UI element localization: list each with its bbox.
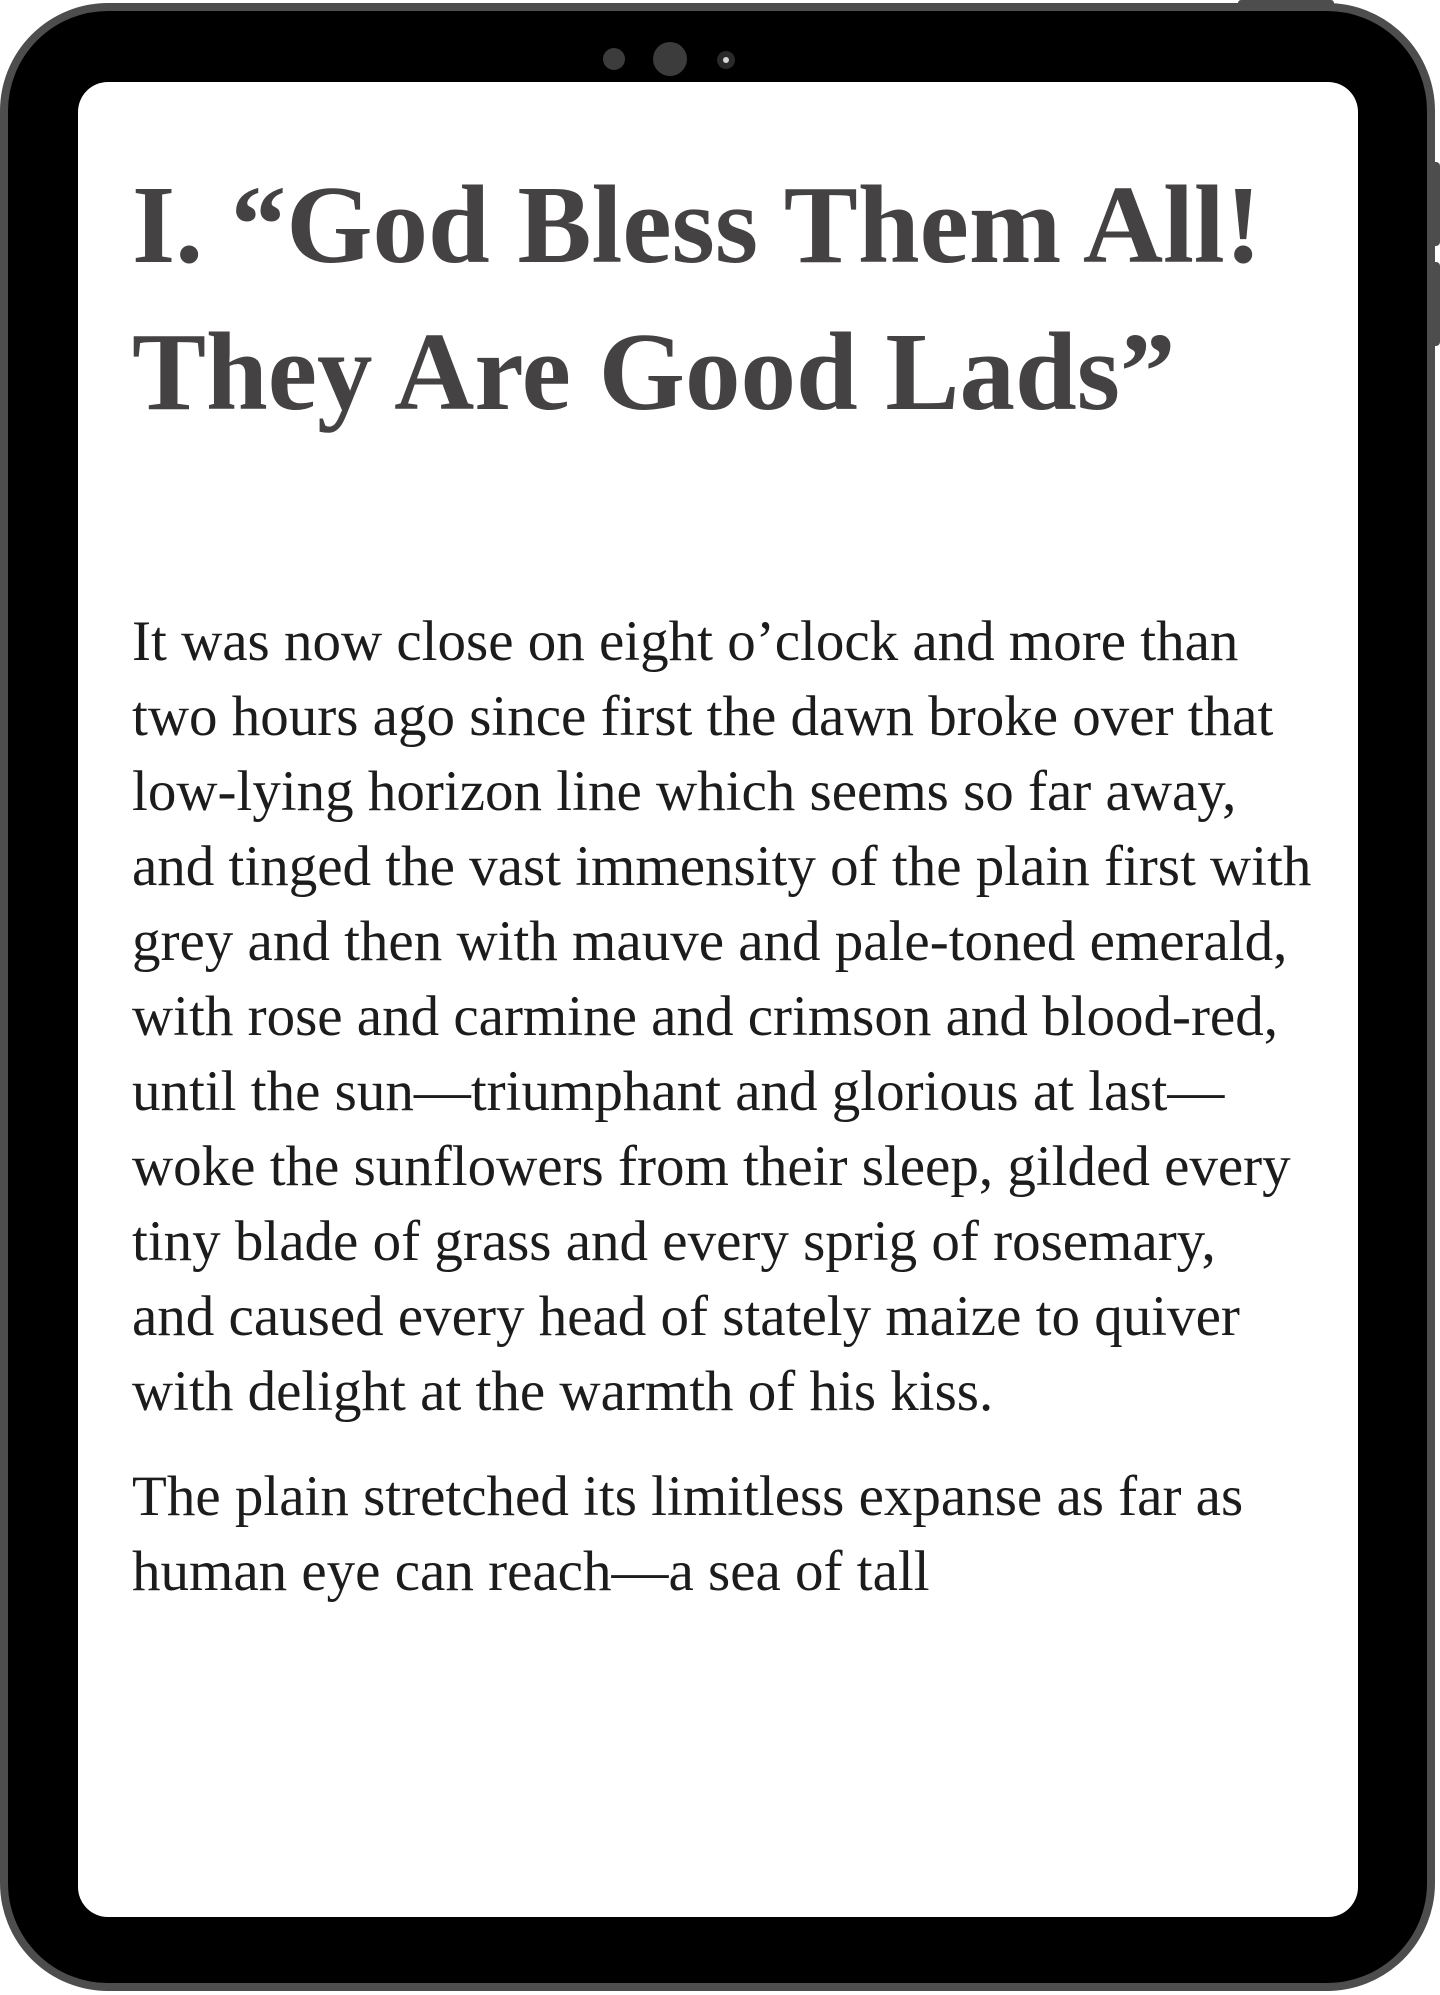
chapter-title: I. “God Bless Them All! They Are Good Lads” — [132, 164, 1262, 434]
front-camera-icon — [653, 42, 687, 76]
sensor-icon — [603, 48, 625, 70]
tablet-screen[interactable] — [78, 82, 1358, 1917]
reader-content[interactable] — [132, 152, 1312, 1609]
body-paragraph: The plain stretched its limitless expanse as far as human eye can reach—a sea of tall — [132, 1465, 1244, 1603]
body-paragraph: It was now close on eight o’clock and more than two hours ago since first the dawn broke over that low-lying horizon line which seems so far away, and tinged the vast immensity of the plain first with grey and then with mauve and pale-toned emerald, with rose and carmine and crimson and blood-red, until the sun—triumphant and glorious at last—woke the sunflowers from their sleep, gilded every tiny blade of grass and every sprig of rosemary, and caused every head of stately maize to quiver with delight at the warmth of his kiss. — [132, 610, 1312, 1423]
camera-lens-icon — [717, 51, 735, 69]
